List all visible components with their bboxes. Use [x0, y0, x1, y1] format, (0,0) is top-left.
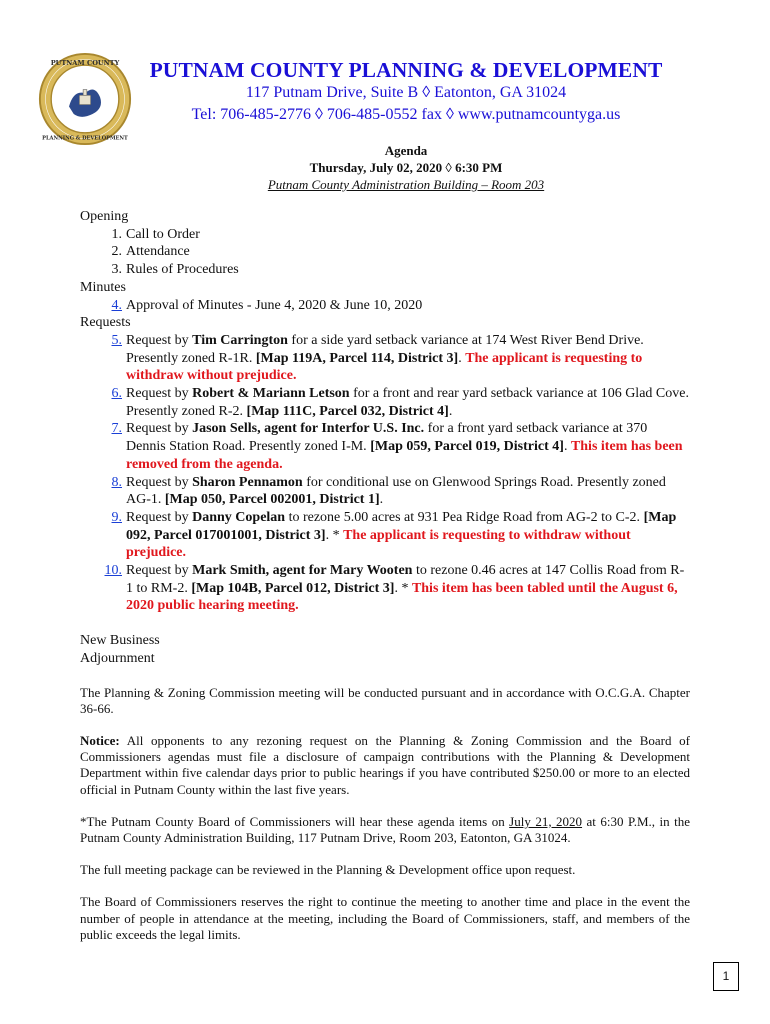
notice-paragraph: Notice: All opponents to any rezoning request on the Planning & Zoning Commission and the Board of Commissioners agendas must file a disclosure of campaign contributions with the Planning & Development Department within five calendar days prior to public hearings if you have contributed $250.00 or more to an elected official in Putnam County within the last five years.: [80, 732, 690, 797]
svg-text:PUTNAM COUNTY: PUTNAM COUNTY: [50, 59, 120, 68]
request-item: 5. Request by Tim Carrington for a side yard setback variance at 174 West River Bend Drive. Presently zoned R-1R. [Map 119A, Parcel 114, District 3]. The applicant is requesting to withdraw without prejudice.: [80, 332, 690, 385]
page-number: 1: [713, 962, 739, 991]
board-hearing-paragraph: *The Putnam County Board of Commissioners will hear these agenda items on July 21, 2020 at 6:30 P.M., in the Putnam County Administration Building, 117 Putnam Drive, Room 203, Eatonton, GA 31024.: [80, 813, 690, 845]
status-note: This item has been removed from the agenda.: [126, 439, 683, 472]
map-parcel: [Map 104B, Parcel 012, District 3]: [191, 580, 395, 596]
section-adjournment: Adjournment: [80, 650, 155, 666]
request-item: 9. Request by Danny Copelan to rezone 5.00 acres at 931 Pea Ridge Road from AG-2 to C-2. [Map 092, Parcel 017001001, District 3]. * The applicant is requesting to withdraw without prejudice.: [80, 509, 690, 562]
section-minutes: Minutes: [80, 279, 126, 295]
item-link[interactable]: 8.: [111, 474, 122, 490]
meeting-location: Putnam County Administration Building – Room 203: [267, 177, 545, 192]
status-note: The applicant is requesting to withdraw without prejudice.: [126, 527, 631, 561]
applicant-name: Danny Copelan: [192, 509, 286, 525]
request-item: 10. Request by Mark Smith, agent for Mary Wooten to rezone 0.46 acres at 147 Collis Road from R-1 to RM-2. [Map 104B, Parcel 012, District 3]. * This item has been tabled until the August 6, 2020 public hearing meeting.: [80, 562, 690, 615]
map-parcel: [Map 059, Parcel 019, District 4]: [370, 439, 564, 455]
map-parcel: [Map 050, Parcel 002001, District 1]: [164, 492, 380, 508]
item-link[interactable]: 7.: [111, 421, 122, 437]
item-link[interactable]: 5.: [111, 332, 122, 348]
agency-contact: Tel: 706-485-2776 ◊ 706-485-0552 fax ◊ www.putnamcountyga.us: [191, 106, 621, 123]
list-item: 2. Attendance: [111, 244, 190, 260]
agency-address: 117 Putnam Drive, Suite B ◊ Eatonton, GA 31024: [245, 84, 567, 101]
list-item: 3. Rules of Procedures: [111, 262, 239, 278]
agenda-heading: Agenda: [384, 143, 428, 158]
item-link[interactable]: 10.: [104, 563, 122, 579]
applicant-name: Robert & Mariann Letson: [192, 386, 350, 402]
meeting-date: Thursday, July 02, 2020 ◊ 6:30 PM: [309, 160, 503, 175]
request-item: 6. Request by Robert & Mariann Letson for a front and rear yard setback variance at 106 Glad Cove. Presently zoned R-2. [Map 111C, Parcel 032, District 4].: [80, 385, 690, 420]
reserves-paragraph: The Board of Commissioners reserves the right to continue the meeting to another time and place in the event the number of people in attendance at the meeting, including the Board of Commissioners, staff, and members of the public exceeds the legal limits.: [80, 894, 690, 942]
agency-title: PUTNAM COUNTY PLANNING & DEVELOPMENT: [149, 58, 663, 82]
request-item: 7. Request by Jason Sells, agent for Interfor U.S. Inc. for a front yard setback variance at 370 Dennis Station Road. Presently zoned I-M. [Map 059, Parcel 019, District 4]. This item has been removed from the agenda.: [80, 420, 690, 473]
svg-text:PLANNING & DEVELOPMENT: PLANNING & DEVELOPMENT: [42, 135, 128, 142]
applicant-name: Jason Sells, agent for Interfor U.S. Inc.: [192, 421, 425, 437]
package-paragraph: The full meeting package can be reviewed in the Planning & Development office upon request.: [80, 862, 576, 878]
item-link[interactable]: 6.: [111, 386, 122, 402]
ocga-paragraph: The Planning & Zoning Commission meeting will be conducted pursuant and in accordance with O.C.G.A. Chapter 36-66.: [80, 684, 690, 716]
status-note: The applicant is requesting to withdraw without prejudice.: [126, 350, 643, 384]
status-note: This item has been tabled until the August 6, 2020 public hearing meeting.: [126, 580, 678, 614]
applicant-name: Tim Carrington: [192, 332, 288, 348]
request-item: 8. Request by Sharon Pennamon for conditional use on Glenwood Springs Road. Presently zoned AG-1. [Map 050, Parcel 002001, District 1].: [80, 474, 690, 509]
section-new-business: New Business: [80, 633, 160, 649]
county-seal-logo: [38, 52, 132, 146]
agenda-body: [80, 208, 690, 943]
section-requests: Requests: [80, 315, 131, 331]
item-link[interactable]: 9.: [111, 509, 122, 525]
section-opening: Opening: [80, 209, 129, 224]
list-item: 4. Approval of Minutes - June 4, 2020 & June 10, 2020: [80, 297, 690, 315]
item-link[interactable]: 4.: [111, 297, 122, 313]
map-parcel: [Map 092, Parcel 017001001, District 3]: [126, 509, 677, 543]
list-item: 1. Call to Order: [111, 226, 200, 242]
applicant-name: Mark Smith, agent for Mary Wooten: [192, 563, 413, 579]
map-parcel: [Map 111C, Parcel 032, District 4]: [246, 403, 449, 419]
applicant-name: Sharon Pennamon: [192, 474, 303, 490]
map-parcel: [Map 119A, Parcel 114, District 3]: [255, 350, 459, 366]
